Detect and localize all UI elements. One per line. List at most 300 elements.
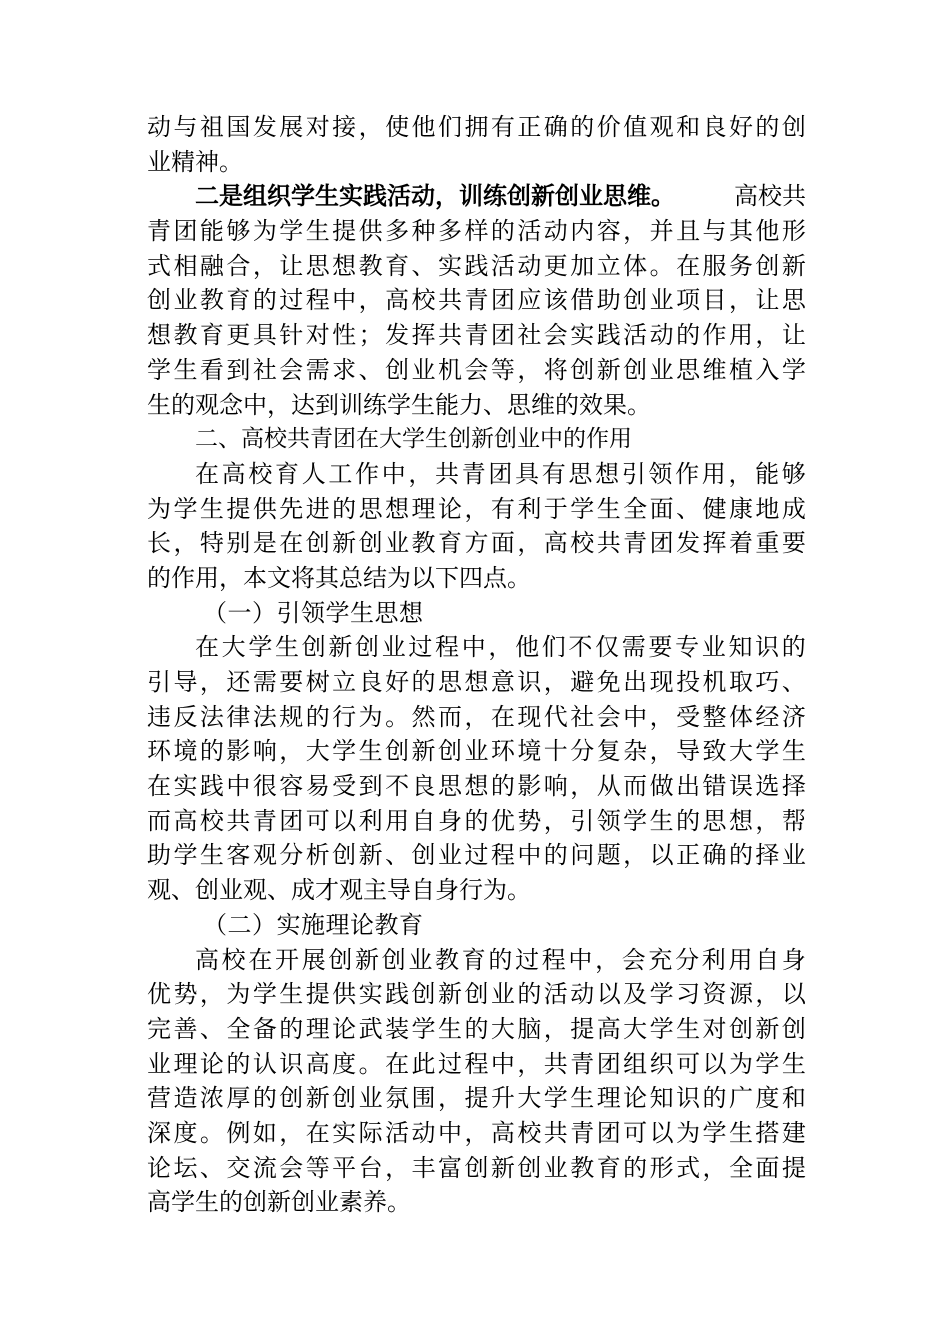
glyph: 进 bbox=[305, 494, 330, 523]
text-line bbox=[147, 838, 806, 873]
glyph: ， bbox=[543, 1014, 568, 1043]
glyph: 新 bbox=[328, 633, 353, 662]
text-line bbox=[147, 1012, 806, 1047]
glyph: 形 bbox=[649, 1153, 674, 1182]
glyph: 论 bbox=[147, 1153, 171, 1182]
glyph: 供 bbox=[358, 217, 383, 246]
glyph: 体 bbox=[728, 702, 753, 731]
glyph: 过 bbox=[437, 1049, 462, 1078]
glyph: 目 bbox=[702, 286, 727, 315]
glyph: 良 bbox=[702, 113, 727, 141]
glyph: ， bbox=[199, 980, 224, 1009]
glyph: 要 bbox=[648, 633, 673, 662]
glyph: 学 bbox=[332, 737, 357, 766]
glyph: 能 bbox=[755, 459, 780, 488]
glyph: 环 bbox=[490, 737, 515, 766]
glyph: 和 bbox=[676, 113, 701, 141]
glyph: 形 bbox=[781, 217, 806, 246]
glyph: 于 bbox=[543, 494, 568, 523]
glyph: 很 bbox=[252, 772, 277, 801]
glyph: 动 bbox=[411, 1118, 436, 1147]
glyph: 种 bbox=[411, 217, 436, 246]
glyph: 教 bbox=[435, 945, 460, 974]
glyph: 程 bbox=[541, 945, 566, 974]
glyph: 相 bbox=[173, 251, 198, 280]
glyph: 他 bbox=[515, 633, 540, 662]
glyph: 学 bbox=[702, 1118, 727, 1147]
glyph: ， bbox=[385, 1153, 410, 1182]
text-line bbox=[147, 1081, 806, 1116]
glyph: 为 bbox=[728, 1049, 753, 1078]
glyph: 社 bbox=[517, 321, 542, 350]
glyph: 在 bbox=[385, 1049, 410, 1078]
glyph: 创 bbox=[623, 286, 648, 315]
glyph: 够 bbox=[226, 217, 251, 246]
glyph: 立 bbox=[332, 668, 357, 696]
glyph: 植 bbox=[728, 355, 753, 384]
glyph: ， bbox=[279, 737, 304, 766]
glyph: 升 bbox=[490, 1084, 515, 1113]
glyph: ， bbox=[595, 945, 620, 974]
glyph: 作 bbox=[675, 459, 700, 488]
glyph: 的 bbox=[570, 113, 595, 141]
glyph: ， bbox=[755, 980, 780, 1009]
glyph: 知 bbox=[728, 633, 753, 662]
glyph: 在 bbox=[305, 1118, 330, 1147]
glyph: 树 bbox=[305, 668, 330, 696]
glyph: 为 bbox=[358, 702, 383, 731]
glyph: 创 bbox=[358, 529, 383, 558]
glyph: 助 bbox=[147, 841, 171, 870]
glyph: 的 bbox=[488, 945, 513, 974]
glyph: 求 bbox=[332, 355, 357, 384]
glyph: 的 bbox=[252, 1084, 277, 1113]
glyph: 营 bbox=[147, 1084, 171, 1113]
glyph: 理 bbox=[411, 494, 436, 523]
section-heading: 二、高校共青团在大学生创新创业中的作用 bbox=[195, 426, 632, 453]
glyph: 想 bbox=[728, 806, 753, 835]
glyph: 知 bbox=[649, 1084, 674, 1113]
glyph: 。 bbox=[358, 1049, 383, 1078]
glyph: 为 bbox=[226, 980, 251, 1009]
glyph: 思 bbox=[781, 286, 806, 315]
glyph: 大 bbox=[728, 737, 753, 766]
glyph: 教 bbox=[358, 251, 383, 280]
glyph: 服 bbox=[702, 251, 727, 280]
text-line bbox=[147, 526, 806, 561]
glyph: 新 bbox=[596, 355, 621, 384]
glyph: 共 bbox=[435, 459, 460, 488]
glyph: 的 bbox=[781, 633, 806, 662]
glyph: 要 bbox=[781, 529, 806, 558]
glyph: 业 bbox=[437, 841, 462, 870]
glyph: 程 bbox=[490, 841, 515, 870]
glyph: 内 bbox=[570, 217, 595, 246]
glyph: 源 bbox=[728, 980, 753, 1009]
text-line bbox=[147, 1047, 806, 1082]
glyph: 深 bbox=[147, 1118, 171, 1147]
glyph: 的 bbox=[464, 1014, 489, 1043]
glyph: 理 bbox=[173, 1049, 198, 1078]
glyph: 式 bbox=[676, 1153, 701, 1182]
glyph: 有 bbox=[541, 459, 566, 488]
glyph: 分 bbox=[675, 945, 700, 974]
glyph: 学 bbox=[755, 737, 780, 766]
glyph: 做 bbox=[649, 772, 674, 801]
glyph: 团 bbox=[490, 286, 515, 315]
glyph: 浓 bbox=[199, 1084, 224, 1113]
glyph: 特 bbox=[199, 529, 224, 558]
glyph: 选 bbox=[755, 772, 780, 801]
glyph: 以 bbox=[332, 806, 357, 835]
glyph: 过 bbox=[464, 841, 489, 870]
glyph: 团 bbox=[173, 217, 198, 246]
glyph: 过 bbox=[408, 633, 433, 662]
glyph: 领 bbox=[648, 459, 673, 488]
glyph: 际 bbox=[358, 1118, 383, 1147]
glyph: 想 bbox=[385, 494, 410, 523]
glyph: 不 bbox=[568, 633, 593, 662]
glyph: 代 bbox=[543, 702, 568, 731]
glyph: 发 bbox=[252, 113, 277, 141]
glyph: 学 bbox=[173, 494, 198, 523]
glyph: ， bbox=[408, 459, 433, 488]
glyph: 学 bbox=[147, 355, 171, 384]
glyph: 新 bbox=[490, 1153, 515, 1182]
glyph: 校 bbox=[248, 459, 273, 488]
glyph: 教 bbox=[173, 321, 198, 350]
glyph: ， bbox=[702, 1153, 727, 1182]
glyph: ， bbox=[649, 737, 674, 766]
glyph: 的 bbox=[305, 702, 330, 731]
glyph: 应 bbox=[517, 286, 542, 315]
glyph: 提 bbox=[464, 1084, 489, 1113]
glyph: 实 bbox=[173, 772, 198, 801]
glyph: 装 bbox=[385, 1014, 410, 1043]
glyph: 业 bbox=[464, 737, 489, 766]
glyph: 业 bbox=[411, 355, 436, 384]
glyph: 误 bbox=[728, 772, 753, 801]
glyph: 践 bbox=[385, 980, 410, 1009]
glyph: 引 bbox=[147, 668, 171, 696]
glyph: 导 bbox=[173, 668, 198, 696]
glyph: 客 bbox=[226, 841, 251, 870]
glyph: 机 bbox=[702, 668, 727, 696]
glyph: 用 bbox=[728, 321, 753, 350]
glyph: 交 bbox=[226, 1153, 251, 1182]
glyph: 学 bbox=[252, 980, 277, 1009]
glyph: 思 bbox=[568, 459, 593, 488]
glyph: 价 bbox=[596, 113, 621, 141]
glyph: 良 bbox=[358, 668, 383, 696]
glyph: 育 bbox=[199, 321, 224, 350]
glyph: 发 bbox=[676, 529, 701, 558]
glyph: 业 bbox=[173, 286, 198, 315]
glyph: 全 bbox=[226, 1014, 251, 1043]
glyph: 识 bbox=[517, 668, 542, 696]
glyph: 然 bbox=[411, 702, 436, 731]
glyph: 生 bbox=[305, 217, 330, 246]
glyph: 。 bbox=[199, 1118, 224, 1147]
glyph: ， bbox=[437, 1084, 462, 1113]
glyph: 及 bbox=[623, 980, 648, 1009]
glyph: 过 bbox=[515, 945, 540, 974]
glyph: 和 bbox=[781, 1084, 806, 1113]
glyph: 具 bbox=[252, 321, 277, 350]
glyph: 优 bbox=[147, 980, 171, 1009]
glyph: 在 bbox=[490, 702, 515, 731]
glyph: 别 bbox=[226, 529, 251, 558]
glyph: ， bbox=[728, 286, 753, 315]
text-line bbox=[147, 353, 806, 388]
glyph: 创 bbox=[332, 1084, 357, 1113]
glyph: 活 bbox=[517, 217, 542, 246]
glyph: 用 bbox=[728, 945, 753, 974]
glyph: 富 bbox=[437, 1153, 462, 1182]
glyph: 引 bbox=[621, 459, 646, 488]
glyph: 需 bbox=[252, 668, 277, 696]
glyph: 整 bbox=[702, 702, 727, 731]
glyph: 对 bbox=[702, 1014, 727, 1043]
glyph: 样 bbox=[464, 217, 489, 246]
glyph: 择 bbox=[781, 772, 806, 801]
glyph: 好 bbox=[728, 113, 753, 141]
glyph: 学 bbox=[623, 806, 648, 835]
glyph: 够 bbox=[781, 459, 806, 488]
glyph: ， bbox=[358, 286, 383, 315]
glyph: 身 bbox=[437, 806, 462, 835]
glyph: 论 bbox=[623, 1084, 648, 1113]
glyph: 有 bbox=[490, 494, 515, 523]
glyph: 响 bbox=[252, 737, 277, 766]
glyph: 为 bbox=[147, 494, 171, 523]
glyph: 巧 bbox=[755, 668, 780, 696]
glyph: 挥 bbox=[411, 321, 436, 350]
glyph: 的 bbox=[464, 806, 489, 835]
glyph: 作 bbox=[355, 459, 380, 488]
glyph: 的 bbox=[411, 668, 436, 696]
glyph: 而 bbox=[623, 772, 648, 801]
glyph: 以 bbox=[649, 841, 674, 870]
glyph: 建 bbox=[781, 1118, 806, 1147]
glyph: 业 bbox=[649, 286, 674, 315]
glyph: ， bbox=[570, 772, 595, 801]
glyph: 践 bbox=[464, 251, 489, 280]
glyph: 观 bbox=[649, 113, 674, 141]
glyph: 动 bbox=[517, 251, 542, 280]
text-line bbox=[147, 1116, 806, 1151]
glyph: 社 bbox=[570, 702, 595, 731]
glyph: 学 bbox=[279, 217, 304, 246]
glyph: 境 bbox=[517, 737, 542, 766]
glyph: 助 bbox=[596, 286, 621, 315]
glyph: 着 bbox=[728, 529, 753, 558]
glyph: 法 bbox=[199, 702, 224, 731]
glyph: 引 bbox=[570, 806, 595, 835]
glyph: 方 bbox=[464, 529, 489, 558]
glyph: 会 bbox=[543, 321, 568, 350]
glyph: 利 bbox=[701, 945, 726, 974]
glyph: 健 bbox=[702, 494, 727, 523]
glyph: 习 bbox=[676, 980, 701, 1009]
glyph: 创 bbox=[279, 1084, 304, 1113]
glyph: 中 bbox=[568, 945, 593, 974]
text-line bbox=[147, 214, 806, 249]
glyph: ， bbox=[728, 459, 753, 488]
glyph: 大 bbox=[623, 1014, 648, 1043]
glyph: 青 bbox=[461, 459, 486, 488]
glyph: ， bbox=[199, 668, 224, 696]
glyph: 资 bbox=[702, 980, 727, 1009]
glyph: 新 bbox=[358, 841, 383, 870]
glyph: 题 bbox=[596, 841, 621, 870]
glyph: 青 bbox=[147, 217, 171, 246]
glyph: 新 bbox=[355, 945, 380, 974]
glyph: 高 bbox=[596, 1014, 621, 1043]
glyph: 展 bbox=[301, 945, 326, 974]
glyph: 以 bbox=[649, 1118, 674, 1147]
glyph: 易 bbox=[305, 772, 330, 801]
glyph: 立 bbox=[596, 251, 621, 280]
glyph: ， bbox=[517, 1049, 542, 1078]
subsection-heading: （二）实施理论教育 bbox=[203, 910, 424, 939]
glyph: 用 bbox=[701, 459, 726, 488]
glyph: 想 bbox=[332, 251, 357, 280]
glyph: 学 bbox=[411, 1014, 436, 1043]
glyph: 的 bbox=[517, 980, 542, 1009]
glyph: 流 bbox=[252, 1153, 277, 1182]
glyph: 高 bbox=[385, 286, 410, 315]
glyph: 面 bbox=[490, 529, 515, 558]
glyph: 更 bbox=[543, 251, 568, 280]
glyph: 先 bbox=[279, 494, 304, 523]
glyph: 业 bbox=[701, 633, 726, 662]
glyph: 业 bbox=[385, 529, 410, 558]
glyph: 确 bbox=[702, 841, 727, 870]
glyph: 导 bbox=[676, 737, 701, 766]
glyph: 更 bbox=[226, 321, 251, 350]
glyph: 创 bbox=[332, 841, 357, 870]
glyph: 团 bbox=[488, 459, 513, 488]
glyph: 免 bbox=[596, 668, 621, 696]
glyph: 到 bbox=[226, 355, 251, 384]
glyph: 、 bbox=[781, 668, 806, 696]
glyph: 长 bbox=[147, 529, 171, 558]
glyph: 工 bbox=[328, 459, 353, 488]
glyph: 律 bbox=[226, 702, 251, 731]
glyph: 织 bbox=[649, 1049, 674, 1078]
glyph: 业 bbox=[408, 945, 433, 974]
glyph: 供 bbox=[332, 980, 357, 1009]
glyph: ， bbox=[517, 529, 542, 558]
glyph: 的 bbox=[490, 772, 515, 801]
glyph: 生 bbox=[781, 1049, 806, 1078]
glyph: 利 bbox=[358, 806, 383, 835]
glyph: 避 bbox=[570, 668, 595, 696]
glyph: 生 bbox=[676, 1014, 701, 1043]
glyph: 度 bbox=[332, 1049, 357, 1078]
text-line: 业精神。 bbox=[147, 147, 243, 176]
glyph: 高 bbox=[543, 529, 568, 558]
glyph: 青 bbox=[252, 806, 277, 835]
glyph: 生 bbox=[596, 494, 621, 523]
glyph: 想 bbox=[464, 668, 489, 696]
glyph: 到 bbox=[358, 772, 383, 801]
text-line bbox=[147, 457, 806, 492]
glyph: 出 bbox=[623, 668, 648, 696]
glyph: 创 bbox=[385, 737, 410, 766]
glyph: 、 bbox=[676, 494, 701, 523]
glyph: 学 bbox=[248, 633, 273, 662]
paragraph-lead-line bbox=[147, 179, 806, 214]
glyph: 受 bbox=[332, 772, 357, 801]
glyph: 全 bbox=[728, 1153, 753, 1182]
glyph: 校 bbox=[221, 945, 246, 974]
glyph: 高 bbox=[305, 1049, 330, 1078]
glyph: 良 bbox=[411, 772, 436, 801]
glyph: 好 bbox=[385, 668, 410, 696]
glyph: 能 bbox=[199, 217, 224, 246]
glyph: ， bbox=[543, 806, 568, 835]
glyph: 的 bbox=[490, 217, 515, 246]
glyph: 想 bbox=[147, 321, 171, 350]
glyph: 程 bbox=[435, 633, 460, 662]
glyph: 创 bbox=[385, 355, 410, 384]
glyph: 地 bbox=[755, 494, 780, 523]
glyph: 思 bbox=[702, 806, 727, 835]
text-line bbox=[147, 283, 806, 318]
glyph: 法 bbox=[252, 702, 277, 731]
glyph: 会 bbox=[596, 702, 621, 731]
glyph: 多 bbox=[437, 217, 462, 246]
glyph: 生 bbox=[199, 841, 224, 870]
glyph: 自 bbox=[755, 945, 780, 974]
glyph: 创 bbox=[464, 980, 489, 1009]
glyph: 共 bbox=[437, 286, 462, 315]
glyph: 济 bbox=[781, 702, 806, 731]
glyph: 论 bbox=[437, 494, 462, 523]
glyph: 学 bbox=[649, 980, 674, 1009]
glyph: 且 bbox=[676, 217, 701, 246]
glyph: ， bbox=[649, 702, 674, 731]
glyph: 团 bbox=[596, 1049, 621, 1078]
glyph: 提 bbox=[332, 217, 357, 246]
glyph: 创 bbox=[411, 980, 436, 1009]
glyph: 以 bbox=[596, 980, 621, 1009]
glyph: 、 bbox=[199, 1014, 224, 1043]
glyph: 将 bbox=[543, 355, 568, 384]
glyph: 与 bbox=[702, 217, 727, 246]
glyph: 中 bbox=[437, 1118, 462, 1147]
glyph: 开 bbox=[275, 945, 300, 974]
glyph: 、 bbox=[411, 251, 436, 280]
glyph: 发 bbox=[385, 321, 410, 350]
glyph: 造 bbox=[173, 1084, 198, 1113]
glyph: 育 bbox=[385, 251, 410, 280]
glyph: 新 bbox=[755, 1014, 780, 1043]
glyph: 投 bbox=[676, 668, 701, 696]
glyph: 分 bbox=[279, 841, 304, 870]
glyph: 如 bbox=[252, 1118, 277, 1147]
glyph: 创 bbox=[147, 286, 171, 315]
glyph: 十 bbox=[543, 737, 568, 766]
glyph: ， bbox=[488, 633, 513, 662]
glyph: 创 bbox=[755, 251, 780, 280]
glyph: 领 bbox=[596, 806, 621, 835]
text-line bbox=[147, 665, 806, 700]
glyph: 活 bbox=[385, 1118, 410, 1147]
glyph: 响 bbox=[543, 772, 568, 801]
